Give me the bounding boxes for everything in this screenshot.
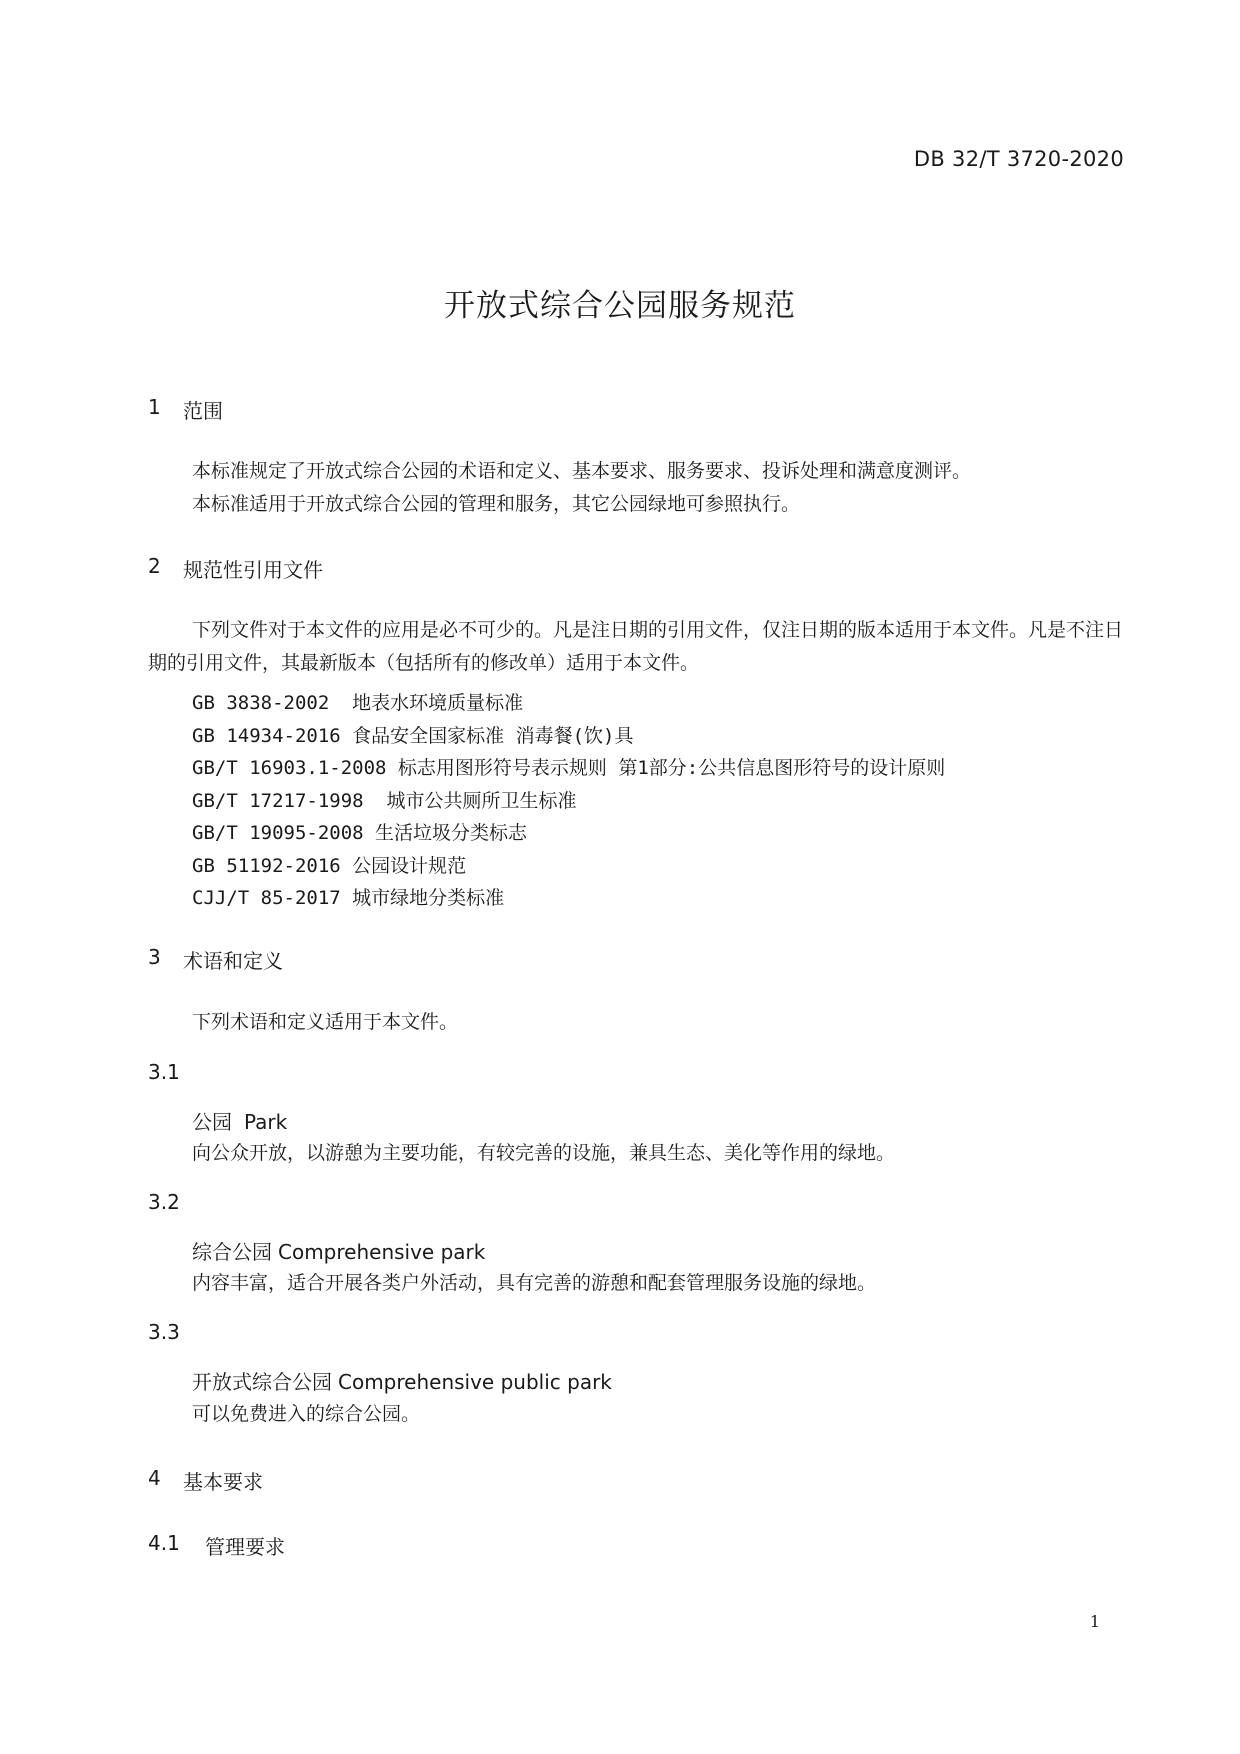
reference-item: GB 3838-2002 地表水环境质量标准	[192, 692, 524, 714]
section-number: 3	[148, 945, 161, 969]
section-3-heading	[148, 945, 1123, 974]
section-4-heading	[148, 1466, 1123, 1495]
term-chinese: 开放式综合公园	[192, 1370, 332, 1394]
section-1-paragraph-1: 本标准规定了开放式综合公园的术语和定义、基本要求、服务要求、投诉处理和满意度测评。	[192, 460, 972, 482]
section-title: 规范性引用文件	[183, 558, 323, 582]
section-title: 基本要求	[183, 1470, 263, 1494]
subsection-title: 管理要求	[205, 1535, 285, 1559]
subsection-4-1-heading	[148, 1531, 1123, 1560]
subsection-number: 4.1	[148, 1531, 180, 1555]
section-1-heading	[148, 395, 1123, 424]
section-title: 范围	[183, 399, 223, 423]
clause-number: 3.2	[148, 1190, 180, 1214]
section-1-paragraph-2: 本标准适用于开放式综合公园的管理和服务，其它公园绿地可参照执行。	[192, 493, 801, 515]
term-definition: 可以免费进入的综合公园。	[192, 1403, 421, 1425]
section-title: 术语和定义	[183, 949, 283, 973]
reference-item: CJJ/T 85-2017 城市绿地分类标准	[192, 887, 505, 909]
page-number: 1	[1089, 1612, 1100, 1631]
clause-number: 3.1	[148, 1060, 180, 1084]
reference-item: GB 51192-2016 公园设计规范	[192, 855, 467, 877]
section-number: 4	[148, 1466, 161, 1490]
term-chinese: 综合公园	[192, 1240, 272, 1264]
section-2-intro: 下列文件对于本文件的应用是必不可少的。凡是注日期的引用文件，仅注日期的版本适用于本文件。凡是不注日期的引用文件，其最新版本（包括所有的修改单）适用于本文件。	[148, 619, 1124, 674]
section-number: 1	[148, 395, 161, 419]
section-2-heading	[148, 554, 1123, 583]
reference-item: GB 14934-2016 食品安全国家标准 消毒餐(饮)具	[192, 725, 634, 747]
reference-item: GB/T 16903.1-2008 标志用图形符号表示规则 第1部分:公共信息图形符号的设计原则	[192, 757, 946, 779]
term-definition: 内容丰富，适合开展各类户外活动，具有完善的游憩和配套管理服务设施的绿地。	[192, 1272, 877, 1294]
term-heading	[192, 1236, 485, 1265]
reference-item: GB/T 19095-2008 生活垃圾分类标志	[192, 822, 528, 844]
reference-item: GB/T 17217-1998 城市公共厕所卫生标准	[192, 790, 577, 812]
term-definition: 向公众开放，以游憩为主要功能，有较完善的设施，兼具生态、美化等作用的绿地。	[192, 1142, 896, 1164]
term-heading	[192, 1366, 612, 1395]
term-english: Comprehensive public park	[338, 1370, 612, 1394]
term-english: Park	[244, 1110, 288, 1134]
term-english: Comprehensive park	[278, 1240, 486, 1264]
term-heading	[192, 1106, 287, 1135]
clause-number: 3.3	[148, 1320, 180, 1344]
section-3-intro: 下列术语和定义适用于本文件。	[192, 1011, 459, 1033]
section-number: 2	[148, 554, 161, 578]
term-chinese: 公园	[192, 1110, 232, 1134]
document-code: DB 32/T 3720-2020	[913, 147, 1124, 171]
document-title: 开放式综合公园服务规范	[444, 288, 796, 324]
